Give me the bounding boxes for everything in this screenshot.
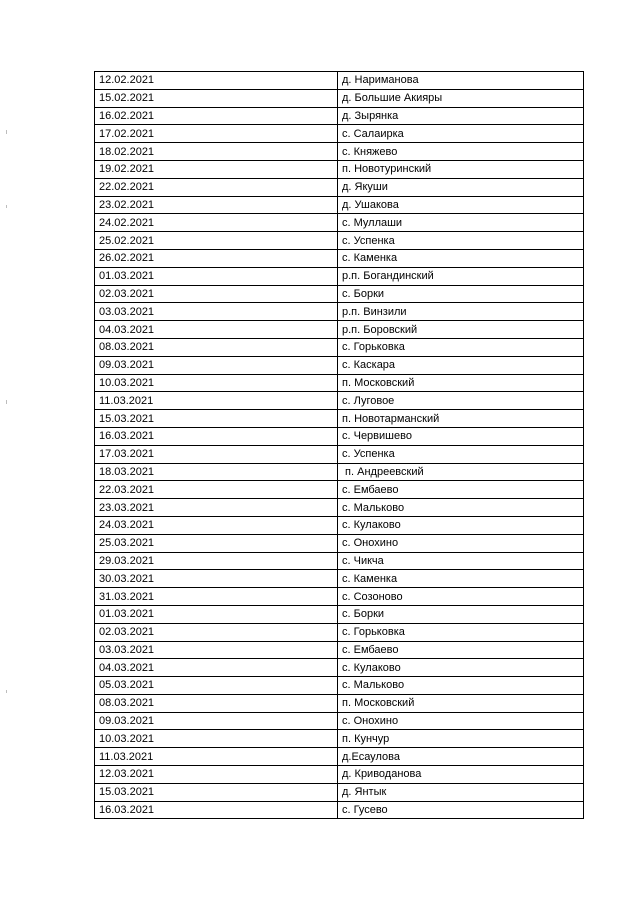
- settlement-cell: р.п. Винзили: [338, 303, 584, 321]
- date-cell: 11.03.2021: [95, 748, 338, 766]
- table-row: [95, 605, 584, 623]
- date-cell: 01.03.2021: [95, 605, 338, 623]
- table-row: [95, 499, 584, 517]
- date-cell: 29.03.2021: [95, 552, 338, 570]
- table-row: [95, 694, 584, 712]
- date-cell: 16.03.2021: [95, 801, 338, 819]
- settlement-cell: с. Червишево: [338, 427, 584, 445]
- settlement-cell: с. Мальково: [338, 677, 584, 695]
- table-row: [95, 356, 584, 374]
- table-row: [95, 534, 584, 552]
- table-row: [95, 410, 584, 428]
- table-row: [95, 89, 584, 107]
- settlement-cell: р.п. Богандинский: [338, 267, 584, 285]
- table-row: [95, 214, 584, 232]
- table-row: [95, 677, 584, 695]
- date-cell: 15.03.2021: [95, 783, 338, 801]
- date-cell: 17.02.2021: [95, 125, 338, 143]
- table-row: [95, 801, 584, 819]
- settlement-cell: с. Луговое: [338, 392, 584, 410]
- date-cell: 03.03.2021: [95, 303, 338, 321]
- table-row: [95, 178, 584, 196]
- date-cell: 09.03.2021: [95, 712, 338, 730]
- date-cell: 25.02.2021: [95, 232, 338, 250]
- date-cell: 31.03.2021: [95, 588, 338, 606]
- table-row: [95, 481, 584, 499]
- settlement-cell: п. Московский: [338, 694, 584, 712]
- date-cell: 01.03.2021: [95, 267, 338, 285]
- table-row: [95, 107, 584, 125]
- table-row: [95, 143, 584, 161]
- settlement-cell: р.п. Боровский: [338, 321, 584, 339]
- table-row: [95, 285, 584, 303]
- table-row: [95, 641, 584, 659]
- settlement-cell: д. Криводанова: [338, 766, 584, 784]
- date-cell: 16.03.2021: [95, 427, 338, 445]
- date-cell: 22.03.2021: [95, 481, 338, 499]
- date-cell: 26.02.2021: [95, 249, 338, 267]
- settlement-cell: с. Чикча: [338, 552, 584, 570]
- settlement-cell: с. Каменка: [338, 249, 584, 267]
- scan-edge-mark: [6, 400, 7, 404]
- settlement-cell: с. Борки: [338, 605, 584, 623]
- settlement-cell: с. Каскара: [338, 356, 584, 374]
- table-row: [95, 748, 584, 766]
- settlement-cell: п. Кунчур: [338, 730, 584, 748]
- date-cell: 08.03.2021: [95, 694, 338, 712]
- date-cell: 11.03.2021: [95, 392, 338, 410]
- table-row: [95, 72, 584, 90]
- table-row: [95, 196, 584, 214]
- date-cell: 23.03.2021: [95, 499, 338, 517]
- date-cell: 09.03.2021: [95, 356, 338, 374]
- table-row: [95, 321, 584, 339]
- settlement-cell: с. Успенка: [338, 445, 584, 463]
- table-row: [95, 730, 584, 748]
- table-row: [95, 712, 584, 730]
- table-row: [95, 766, 584, 784]
- settlement-cell: п. Новотуринский: [338, 160, 584, 178]
- date-cell: 23.02.2021: [95, 196, 338, 214]
- settlement-cell: п. Новотарманский: [338, 410, 584, 428]
- table-row: [95, 267, 584, 285]
- settlement-cell: п. Андреевский: [338, 463, 584, 481]
- table-row: [95, 392, 584, 410]
- settlement-cell: с. Муллаши: [338, 214, 584, 232]
- date-cell: 08.03.2021: [95, 338, 338, 356]
- date-cell: 04.03.2021: [95, 321, 338, 339]
- table-row: [95, 659, 584, 677]
- date-cell: 04.03.2021: [95, 659, 338, 677]
- settlement-cell: с. Созоново: [338, 588, 584, 606]
- table-row: [95, 303, 584, 321]
- settlement-cell: с. Горьковка: [338, 623, 584, 641]
- table-row: [95, 623, 584, 641]
- settlement-cell: с. Каменка: [338, 570, 584, 588]
- date-cell: 18.03.2021: [95, 463, 338, 481]
- settlement-cell: с. Княжево: [338, 143, 584, 161]
- scan-edge-mark: [6, 690, 7, 693]
- settlement-cell: д. Зырянка: [338, 107, 584, 125]
- date-cell: 12.02.2021: [95, 72, 338, 90]
- date-cell: 02.03.2021: [95, 285, 338, 303]
- settlement-cell: с. Кулаково: [338, 659, 584, 677]
- schedule-table: [94, 71, 584, 819]
- table-row: [95, 570, 584, 588]
- settlement-cell: с. Ембаево: [338, 481, 584, 499]
- date-cell: 15.03.2021: [95, 410, 338, 428]
- date-cell: 03.03.2021: [95, 641, 338, 659]
- settlement-cell: с. Салаирка: [338, 125, 584, 143]
- date-cell: 10.03.2021: [95, 374, 338, 392]
- date-cell: 19.02.2021: [95, 160, 338, 178]
- table-row: [95, 160, 584, 178]
- settlement-cell: с. Борки: [338, 285, 584, 303]
- settlement-cell: д. Якуши: [338, 178, 584, 196]
- date-cell: 16.02.2021: [95, 107, 338, 125]
- settlement-cell: с. Кулаково: [338, 516, 584, 534]
- date-cell: 15.02.2021: [95, 89, 338, 107]
- date-cell: 10.03.2021: [95, 730, 338, 748]
- date-cell: 02.03.2021: [95, 623, 338, 641]
- settlement-cell: с. Онохино: [338, 534, 584, 552]
- settlement-cell: д.Есаулова: [338, 748, 584, 766]
- table-row: [95, 125, 584, 143]
- table-row: [95, 374, 584, 392]
- date-cell: 17.03.2021: [95, 445, 338, 463]
- settlement-cell: д. Нариманова: [338, 72, 584, 90]
- schedule-table-body: [95, 72, 584, 819]
- table-row: [95, 427, 584, 445]
- settlement-cell: д. Янтык: [338, 783, 584, 801]
- settlement-cell: п. Московский: [338, 374, 584, 392]
- table-row: [95, 783, 584, 801]
- date-cell: 30.03.2021: [95, 570, 338, 588]
- settlement-cell: с. Ембаево: [338, 641, 584, 659]
- date-cell: 24.02.2021: [95, 214, 338, 232]
- scan-edge-mark: [6, 205, 7, 208]
- settlement-cell: д. Большие Акияры: [338, 89, 584, 107]
- date-cell: 25.03.2021: [95, 534, 338, 552]
- settlement-cell: с. Мальково: [338, 499, 584, 517]
- settlement-cell: с. Успенка: [338, 232, 584, 250]
- table-row: [95, 516, 584, 534]
- table-row: [95, 249, 584, 267]
- date-cell: 12.03.2021: [95, 766, 338, 784]
- date-cell: 05.03.2021: [95, 677, 338, 695]
- settlement-cell: с. Горьковка: [338, 338, 584, 356]
- table-row: [95, 338, 584, 356]
- settlement-cell: д. Ушакова: [338, 196, 584, 214]
- date-cell: 22.02.2021: [95, 178, 338, 196]
- table-row: [95, 588, 584, 606]
- table-row: [95, 445, 584, 463]
- table-row: [95, 552, 584, 570]
- settlement-cell: с. Онохино: [338, 712, 584, 730]
- scan-edge-mark: [6, 130, 7, 134]
- date-cell: 18.02.2021: [95, 143, 338, 161]
- table-row: [95, 463, 584, 481]
- date-cell: 24.03.2021: [95, 516, 338, 534]
- settlement-cell: с. Гусево: [338, 801, 584, 819]
- table-row: [95, 232, 584, 250]
